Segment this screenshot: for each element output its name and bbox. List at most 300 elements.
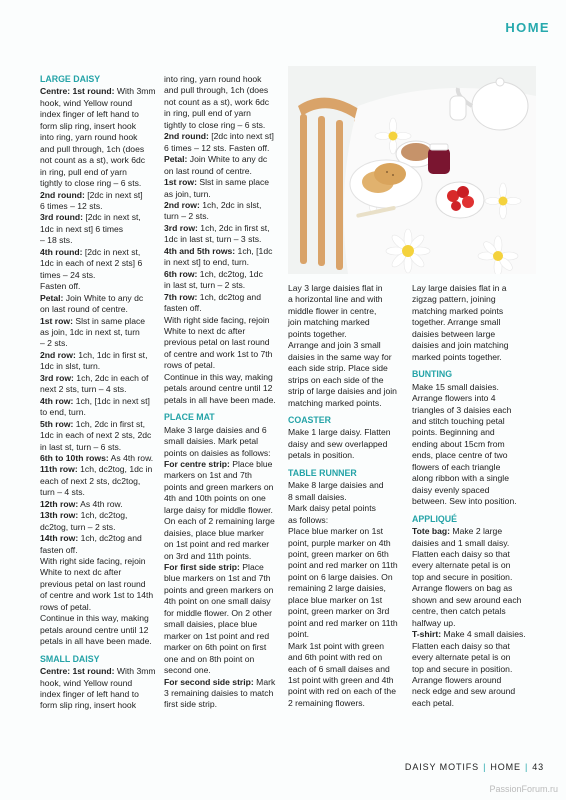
line-text: small daisies. Mark petal xyxy=(164,436,259,447)
line-text: Make 2 large xyxy=(450,526,503,537)
text-line xyxy=(164,257,282,268)
line-text: as join, 1dc in next st, turn xyxy=(40,326,140,337)
bold-label: 4th round: xyxy=(40,246,83,257)
line-text: middle flower in centre, xyxy=(288,305,377,316)
line-text: 3 remaining daisies to match xyxy=(164,688,274,699)
text-line xyxy=(164,337,282,348)
line-text: With 3mm xyxy=(114,86,156,97)
text-line xyxy=(40,567,158,578)
line-text: Slst in same place xyxy=(72,315,146,326)
bold-label: Petal: xyxy=(40,292,64,303)
bold-label: For first side strip: xyxy=(164,562,240,573)
text-line xyxy=(164,482,282,493)
line-text: turn – 4 sts. xyxy=(40,487,85,498)
line-text: remaining 2 large daisies, xyxy=(288,583,386,594)
text-line xyxy=(40,487,158,498)
text-line xyxy=(164,665,282,676)
text-line xyxy=(288,340,406,351)
line-text: Place xyxy=(239,562,264,573)
text-line xyxy=(412,652,530,663)
line-text: as follows: xyxy=(288,514,329,525)
line-text: points and green markers on xyxy=(164,481,274,492)
text-line xyxy=(164,315,282,326)
line-text: Make 8 large daisies and xyxy=(288,480,384,491)
text-line xyxy=(40,270,158,281)
text-line xyxy=(412,526,530,537)
line-text: marker on 1st point and red xyxy=(164,630,270,641)
line-text: daisies and 1 small daisy. xyxy=(412,537,510,548)
line-text: hook, wind Yellow round xyxy=(40,97,133,108)
line-text: on 3rd and 11th points. xyxy=(164,550,252,561)
text-line xyxy=(164,631,282,642)
text-line xyxy=(412,629,530,640)
line-text: shown and sew around each xyxy=(412,594,522,605)
line-text: With right side facing, rejoin xyxy=(40,556,146,567)
bold-label: 3rd row: xyxy=(164,222,198,233)
text-line xyxy=(40,86,158,97)
line-text: 1ch, dc2tog and xyxy=(197,291,261,302)
line-text: Arrange and join 3 small xyxy=(288,340,381,351)
text-line xyxy=(164,425,282,436)
text-line xyxy=(40,533,158,544)
text-line xyxy=(288,352,406,363)
text-line xyxy=(164,677,282,688)
text-line xyxy=(40,453,158,464)
line-text: As 4th row. xyxy=(108,452,154,463)
text-line xyxy=(412,405,530,416)
line-text: rows of petal. xyxy=(40,601,92,612)
line-text: marked points together. xyxy=(412,351,502,362)
line-text: 1ch, 2dc in slst, xyxy=(199,199,262,210)
text-line xyxy=(288,641,406,652)
line-text: a horizontal line and with xyxy=(288,294,383,305)
section-heading: SMALL DAISY xyxy=(40,653,100,664)
text-line xyxy=(412,686,530,697)
line-text: [2dc in next st] xyxy=(84,189,143,200)
text-line xyxy=(288,480,406,491)
text-line xyxy=(288,560,406,571)
line-text: daisy evenly spaced xyxy=(412,484,490,495)
line-text: into ring, yarn round hook xyxy=(164,74,262,84)
text-line xyxy=(164,573,282,584)
line-text: petals in position. xyxy=(288,450,355,461)
line-text: together. Arrange small xyxy=(412,317,501,328)
line-text: along ribbon with a single xyxy=(412,473,509,484)
text-line xyxy=(164,85,282,96)
text-line xyxy=(40,430,158,441)
line-text: points. Beginning and xyxy=(412,427,495,438)
bold-label: 1st row: xyxy=(164,177,197,188)
text-line xyxy=(40,545,158,556)
line-text: in next st] to end, turn. xyxy=(164,257,250,268)
text-line xyxy=(164,395,282,406)
line-text: Place blue xyxy=(229,458,273,469)
text-line xyxy=(40,464,158,475)
line-text: triangles of 3 daisies each xyxy=(412,404,512,415)
text-line xyxy=(288,618,406,629)
text-line xyxy=(164,189,282,200)
line-text: [2dc into next st] xyxy=(208,131,274,142)
line-text: point, purple marker on 4th xyxy=(288,537,391,548)
line-text: hook, wind Yellow round xyxy=(40,677,133,688)
line-text: 1ch, 2dc in each of xyxy=(73,372,149,383)
text-line xyxy=(40,396,158,407)
text-line xyxy=(40,636,158,647)
text-column-4 xyxy=(412,283,530,709)
text-line xyxy=(288,675,406,686)
text-line xyxy=(288,515,406,526)
text-line xyxy=(288,538,406,549)
strawberry-bowl xyxy=(436,182,484,218)
line-text: 1ch, dc2tog, xyxy=(78,510,128,521)
text-line xyxy=(288,398,406,409)
text-column-2 xyxy=(164,74,282,711)
line-text: 1ch, dc2tog, 1dc in xyxy=(77,464,153,475)
line-text: every alternate petal is on xyxy=(412,560,511,571)
line-text: next 2 sts, turn – 4 sts. xyxy=(40,384,127,395)
line-text: in ring, pull end of yarn xyxy=(40,166,127,177)
text-line xyxy=(164,459,282,470)
text-line xyxy=(164,292,282,303)
text-line xyxy=(40,201,158,212)
text-line xyxy=(412,427,530,438)
bold-label: T-shirt: xyxy=(412,629,442,640)
text-line xyxy=(40,373,158,384)
bold-label: 6th to 10th rows: xyxy=(40,452,109,463)
text-line xyxy=(40,178,158,189)
line-text: petals in all have been made. xyxy=(164,394,276,405)
text-line xyxy=(164,551,282,562)
text-line xyxy=(164,97,282,108)
line-text: ends, place centre of two xyxy=(412,450,508,461)
text-line xyxy=(412,618,530,629)
line-text: – 2 sts. xyxy=(40,338,68,349)
line-text: tightly to close ring – 6 sts. xyxy=(164,119,266,130)
text-line xyxy=(164,246,282,257)
text-line xyxy=(412,340,530,351)
text-line xyxy=(288,572,406,583)
text-line xyxy=(288,686,406,697)
line-text: 1dc in each of next 2 sts] 6 xyxy=(40,258,143,269)
text-line xyxy=(164,654,282,665)
line-text: daisies between large xyxy=(412,328,496,339)
text-line xyxy=(164,699,282,710)
text-line xyxy=(288,503,406,514)
text-line xyxy=(412,675,530,686)
text-line xyxy=(412,549,530,560)
text-line xyxy=(164,120,282,131)
text-line xyxy=(40,327,158,338)
line-text: point. xyxy=(288,629,310,640)
line-text: 1ch, 2dc in first st, xyxy=(73,418,146,429)
text-line xyxy=(288,492,406,503)
line-text: blue markers on 1st and 7th xyxy=(164,573,271,584)
text-line xyxy=(40,316,158,327)
text-line xyxy=(40,419,158,430)
text-line xyxy=(40,121,158,132)
text-line xyxy=(288,294,406,305)
bold-label: 5th row: xyxy=(40,418,74,429)
line-text: form slip ring, insert hook xyxy=(40,700,136,711)
text-line xyxy=(164,280,282,291)
text-line xyxy=(412,583,530,594)
text-line xyxy=(164,166,282,177)
text-line xyxy=(40,350,158,361)
text-line xyxy=(288,306,406,317)
bold-label: Centre: 1st round: xyxy=(40,86,115,97)
line-text: tightly to close ring – 6 sts. xyxy=(40,178,142,189)
line-text: Continue in this way, making xyxy=(164,371,273,382)
text-line xyxy=(288,652,406,663)
line-text: markers on 1st and 7th xyxy=(164,470,252,481)
bold-label: 6th row: xyxy=(164,268,198,279)
line-text: in last st, turn – 2 sts. xyxy=(164,280,246,291)
line-text: points and green markers on xyxy=(164,584,274,595)
line-text: 1ch, [1dc in next st] xyxy=(73,395,150,406)
text-line xyxy=(40,212,158,223)
line-text: and pull through, 1ch (does xyxy=(164,85,269,96)
text-line xyxy=(412,698,530,709)
text-line xyxy=(164,349,282,360)
text-line xyxy=(40,499,158,510)
line-text: On each of 2 remaining large xyxy=(164,516,275,527)
line-text: centre, then catch petals xyxy=(412,606,506,617)
line-text: Make 15 small daisies. xyxy=(412,381,499,392)
line-text: neck edge and sew around xyxy=(412,686,516,697)
line-text: zigzag pattern, joining xyxy=(412,294,496,305)
line-text: daisies, place blue marker xyxy=(164,527,264,538)
text-column-3 xyxy=(288,283,406,709)
text-line xyxy=(412,393,530,404)
text-line xyxy=(412,572,530,583)
text-line xyxy=(40,167,158,178)
line-text: each of next 2 sts, dc2tog, xyxy=(40,475,141,486)
line-text: of centre and work 1st to 14th xyxy=(40,590,154,601)
text-line xyxy=(40,590,158,601)
line-text: in ring, pull end of yarn xyxy=(164,108,251,119)
text-line xyxy=(412,382,530,393)
line-text: 2 remaining flowers. xyxy=(288,697,365,708)
bold-label: 14th row: xyxy=(40,533,79,544)
text-line xyxy=(40,625,158,636)
text-line xyxy=(40,361,158,372)
text-line xyxy=(164,326,282,337)
line-text: on 1st point and red marker xyxy=(164,539,270,550)
text-line xyxy=(412,664,530,675)
line-text: to end, turn. xyxy=(40,407,86,418)
text-line xyxy=(40,258,158,269)
text-line xyxy=(40,613,158,624)
bold-label: 2nd round: xyxy=(164,131,209,142)
text-line xyxy=(412,416,530,427)
plate-crumpets xyxy=(350,160,422,208)
text-line xyxy=(40,338,158,349)
line-text: on last round of centre. xyxy=(164,165,252,176)
text-line xyxy=(288,595,406,606)
line-text: point, green marker on 6th xyxy=(288,548,389,559)
line-text: Flatten each daisy so that xyxy=(412,548,510,559)
line-text: matching marked points xyxy=(412,305,504,316)
line-text: first side strip. xyxy=(164,699,218,710)
line-text: Arrange flowers into 4 xyxy=(412,393,496,404)
line-text: Lay 3 large daisies flat in xyxy=(288,283,383,293)
line-text: not count as a st), work 6dc xyxy=(164,96,270,107)
line-text: index finger of left hand to xyxy=(40,109,139,120)
line-text: Mark 1st point with green xyxy=(288,640,385,651)
bold-label: 4th and 5th rows: xyxy=(164,245,236,256)
text-line xyxy=(164,619,282,630)
line-text: turn – 2 sts. xyxy=(164,211,209,222)
text-line xyxy=(164,528,282,539)
bold-label: 11th row: xyxy=(40,464,78,475)
line-text: With 3mm xyxy=(114,666,156,677)
line-text: and 6th point with red on xyxy=(288,652,383,663)
text-line xyxy=(40,442,158,453)
line-text: Lay large daisies flat in a xyxy=(412,283,507,293)
text-line xyxy=(412,294,530,305)
bold-label: 12th row: xyxy=(40,498,79,509)
line-text: 1dc in last st, turn – 3 sts. xyxy=(164,234,262,245)
line-text: Continue in this way, making xyxy=(40,613,149,624)
photo-breakfast-table xyxy=(288,66,536,274)
line-text: Mark daisy petal points xyxy=(288,503,376,514)
text-line xyxy=(40,476,158,487)
line-text: 1dc in next st] 6 times xyxy=(40,223,124,234)
text-line xyxy=(164,596,282,607)
line-text: index finger of left hand to xyxy=(40,689,139,700)
text-line xyxy=(40,407,158,418)
text-line xyxy=(164,177,282,188)
line-text: times – 24 sts. xyxy=(40,269,96,280)
line-text: every alternate petal is on xyxy=(412,652,511,663)
line-text: strips on each side of the xyxy=(288,374,384,385)
section-label: HOME xyxy=(505,20,550,35)
text-line xyxy=(164,436,282,447)
text-line xyxy=(288,329,406,340)
line-text: points on daisies as follows: xyxy=(164,447,271,458)
line-text: 1dc in each of next 2 sts, 2dc xyxy=(40,430,152,441)
line-text: White to next dc after xyxy=(164,325,246,336)
text-line xyxy=(40,556,158,567)
text-line xyxy=(412,317,530,328)
text-line xyxy=(164,131,282,142)
line-text: top and secure in position. xyxy=(412,571,513,582)
line-text: 6 times – 12 sts. Fasten off. xyxy=(164,142,270,153)
text-line xyxy=(40,304,158,315)
line-text: top and secure in position. xyxy=(412,663,513,674)
text-line xyxy=(40,132,158,143)
line-text: matching marked points. xyxy=(288,397,382,408)
text-line xyxy=(288,629,406,640)
jam-jar xyxy=(428,144,450,174)
text-line xyxy=(164,539,282,550)
text-line xyxy=(412,439,530,450)
bold-label: 1st row: xyxy=(40,315,73,326)
line-text: 1ch, dc2tog, 1dc xyxy=(197,268,263,279)
text-line xyxy=(40,700,158,711)
text-line xyxy=(40,109,158,120)
text-line xyxy=(40,510,158,521)
bold-label: Petal: xyxy=(164,154,188,165)
line-text: point, green marker on 3rd xyxy=(288,606,390,617)
line-text: With right side facing, rejoin xyxy=(164,314,270,325)
line-text: 1ch, dc2tog and xyxy=(78,533,142,544)
text-line xyxy=(164,642,282,653)
line-text: petals around centre until 12 xyxy=(40,624,149,635)
line-text: marker on 6th point on first xyxy=(164,642,267,653)
line-text: point and red marker on 11th xyxy=(288,617,398,628)
line-text: ending about 15cm from xyxy=(412,438,505,449)
line-text: 4th and 10th points on one xyxy=(164,493,266,504)
text-line xyxy=(288,363,406,374)
bold-label: 2nd row: xyxy=(40,349,76,360)
text-line xyxy=(40,190,158,201)
text-line xyxy=(288,606,406,617)
line-text: Slst in same place xyxy=(196,177,270,188)
line-text: previous petal on last round xyxy=(40,578,146,589)
line-text: 1st point with green and 4th xyxy=(288,674,394,685)
text-line xyxy=(412,306,530,317)
text-line xyxy=(288,583,406,594)
page-number: 43 xyxy=(532,762,544,772)
bold-label: 2nd row: xyxy=(164,199,200,210)
section-heading: TABLE RUNNER xyxy=(288,467,357,478)
text-line xyxy=(40,98,158,109)
text-line xyxy=(412,329,530,340)
line-text: 4th point on one small daisy xyxy=(164,596,271,607)
top-bar xyxy=(0,0,566,35)
line-text: on last round of centre. xyxy=(40,304,128,315)
line-text: and pull through, 1ch (does xyxy=(40,143,145,154)
text-line xyxy=(288,549,406,560)
text-line xyxy=(164,608,282,619)
text-line xyxy=(288,698,406,709)
line-text: Flatten each daisy so that xyxy=(412,640,510,651)
line-text: White to next dc after xyxy=(40,567,122,578)
bold-label: 3rd row: xyxy=(40,372,74,383)
line-text: each of 6 small daises and xyxy=(288,663,390,674)
text-line xyxy=(288,439,406,450)
page-footer: DAISY MOTIFS | HOME | 43 xyxy=(404,762,544,772)
text-line xyxy=(164,505,282,516)
line-text: rows of petal. xyxy=(164,360,216,371)
text-line xyxy=(164,234,282,245)
watermark: PassionForum.ru xyxy=(489,784,558,794)
bold-label: 3rd round: xyxy=(40,212,83,223)
text-line xyxy=(40,522,158,533)
text-line xyxy=(412,450,530,461)
line-text: of centre and work 1st to 7th xyxy=(164,348,273,359)
line-text: 6 times – 12 sts. xyxy=(40,200,103,211)
text-line xyxy=(164,493,282,504)
line-text: petals in all have been made. xyxy=(40,636,152,647)
text-line xyxy=(40,384,158,395)
text-line xyxy=(40,689,158,700)
text-line xyxy=(164,143,282,154)
text-line xyxy=(164,516,282,527)
text-line xyxy=(164,585,282,596)
section-heading: COASTER xyxy=(288,414,332,425)
line-text: 8 small daisies. xyxy=(288,491,347,502)
line-text: Join White to any dc xyxy=(63,292,144,303)
line-text: Join White to any dc xyxy=(187,154,268,165)
text-line xyxy=(164,223,282,234)
line-text: strip of large daisies and join xyxy=(288,386,397,397)
text-line xyxy=(412,485,530,496)
text-line xyxy=(40,247,158,258)
line-text: in last st, turn – 6 sts. xyxy=(40,441,122,452)
text-line xyxy=(412,538,530,549)
